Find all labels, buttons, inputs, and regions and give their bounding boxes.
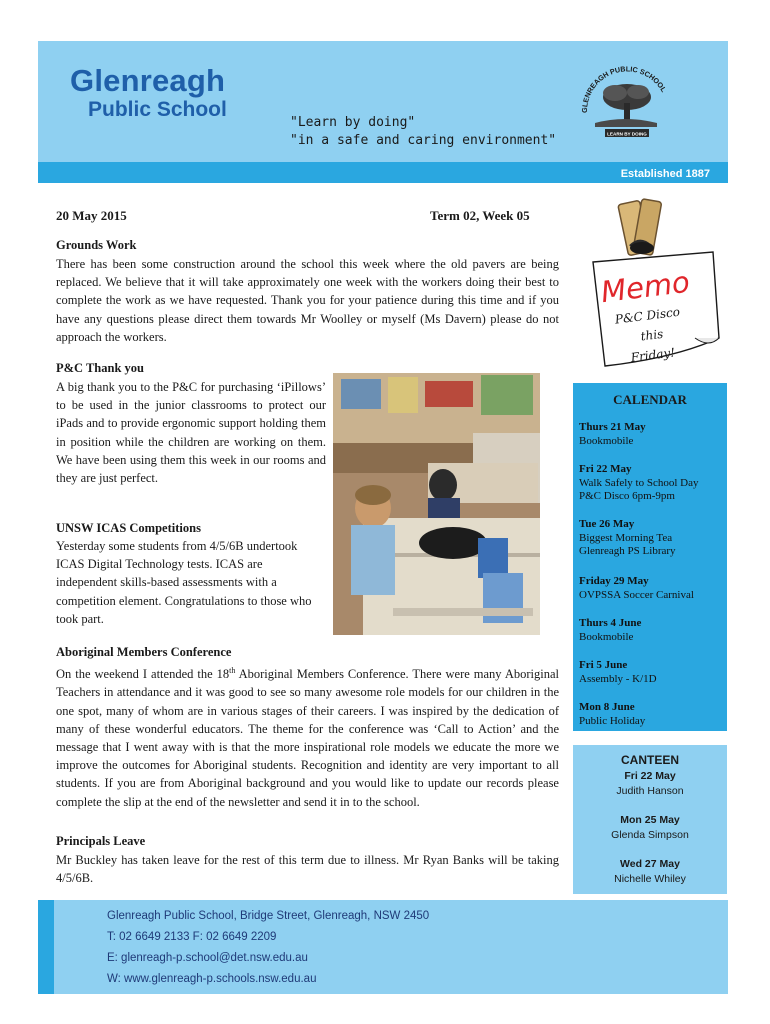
motto-line-1: "Learn by doing"	[290, 115, 416, 130]
classroom-photo	[333, 373, 540, 635]
canteen-entry	[573, 857, 727, 887]
calendar-entry-event: Bookmobile	[579, 434, 634, 447]
calendar-entry-date: Thurs 21 May	[579, 421, 646, 433]
calendar-entry	[579, 518, 727, 559]
footer-website[interactable]: W: www.glenreagh-p.schools.nsw.edu.au	[107, 973, 317, 985]
memo-line-3: Friday!	[630, 345, 676, 365]
calendar-panel	[573, 383, 727, 731]
calendar-entry-date: Thurs 4 June	[579, 617, 642, 629]
principal-body: Mr Buckley has taken leave for the rest of this term due to illness. Mr Ryan Banks will be taking 4/5/6B.	[56, 853, 559, 886]
calendar-entry-date: Fri 5 June	[579, 659, 628, 671]
grounds-title: Grounds Work	[56, 238, 137, 252]
calendar-entry	[579, 463, 727, 504]
icas-title: UNSW ICAS Competitions	[56, 521, 201, 535]
footer-phone: T: 02 6649 2133 F: 02 6649 2209	[107, 931, 277, 943]
newsletter-date: 20 May 2015	[56, 208, 127, 223]
newsletter-header	[38, 41, 728, 183]
calendar-entry-event: Assembly - K/1D	[579, 672, 657, 685]
crest-motto: LEARN BY DOING	[607, 131, 647, 137]
footer-address: Glenreagh Public School, Bridge Street, Glenreagh, NSW 2450	[107, 910, 430, 922]
calendar-entry-date: Tue 26 May	[579, 518, 635, 530]
canteen-entry-date: Mon 25 May	[620, 814, 680, 826]
aboriginal-body-prefix: On the weekend I attended the 18	[56, 667, 230, 682]
canteen-entry-date: Wed 27 May	[620, 858, 680, 870]
contact-footer	[38, 900, 728, 994]
calendar-entry-event: Glenreagh PS Library	[579, 545, 676, 557]
principal-title: Principals Leave	[56, 834, 146, 848]
canteen-entry	[573, 769, 727, 799]
footer-stripe	[38, 900, 54, 994]
calendar-entry-date: Fri 22 May	[579, 463, 632, 475]
canteen-entry-date: Fri 22 May	[624, 770, 676, 782]
calendar-entry	[579, 575, 727, 602]
school-name: Glenreagh	[70, 63, 226, 98]
calendar-entry	[579, 421, 727, 448]
aboriginal-body	[56, 662, 559, 811]
memo-note	[585, 198, 725, 374]
memo-line-1: P&C Disco	[614, 304, 681, 327]
pandc-body: A big thank you to the P&C for purchasing ‘iPillows’ to be used in the junior classrooms to protect our iPads and to provide ergonomic support holding them in position while the children are working on them. We have been using them this week in our rooms and they are just perfect.	[56, 380, 326, 486]
calendar-entry-event: P&C Disco 6pm-9pm	[579, 490, 675, 502]
calendar-entry-event: Bookmobile	[579, 630, 634, 643]
memo-line-2: this	[639, 326, 665, 344]
calendar-entry-event: Walk Safely to School Day	[579, 476, 699, 489]
memo-title: Memo	[599, 264, 692, 310]
calendar-entry	[579, 617, 727, 644]
established-label: Established 1887	[620, 168, 710, 180]
footer-email[interactable]: E: glenreagh-p.school@det.nsw.edu.au	[107, 952, 308, 964]
crest-text: GLENREAGH PUBLIC SCHOOL	[579, 64, 669, 114]
calendar-entry	[579, 659, 727, 686]
calendar-entry-date: Mon 8 June	[579, 701, 635, 713]
canteen-title: CANTEEN	[620, 753, 679, 767]
grounds-body: There has been some construction around the school this week where the old pavers are being replaced. We believe that it will take approximately one week with the workers doing their best to complete the work as we have requested. Thank you for your patience during this time and if you have any questions please direct them towards Mr Woolley or myself (Ms Davern) please do not approach the workers.	[56, 257, 559, 344]
aboriginal-title: Aboriginal Members Conference	[56, 645, 232, 659]
canteen-panel	[573, 745, 727, 894]
calendar-title: CALENDAR	[613, 392, 687, 407]
canteen-entry	[573, 813, 727, 843]
canteen-entry-name: Nichelle Whiley	[614, 873, 686, 885]
motto-line-2: "in a safe and caring environment"	[290, 133, 557, 148]
calendar-entry-date: Friday 29 May	[579, 575, 649, 587]
calendar-entry-event: Public Holiday	[579, 714, 646, 727]
bulldog-clip-icon	[618, 199, 662, 256]
calendar-entry-event: Biggest Morning Tea	[579, 531, 673, 544]
calendar-entry-event: OVPSSA Soccer Carnival	[579, 588, 694, 601]
newsletter-term: Term 02, Week 05	[430, 208, 530, 223]
pandc-title: P&C Thank you	[56, 361, 144, 375]
aboriginal-body-sup: th	[229, 666, 236, 675]
canteen-entry-name: Glenda Simpson	[611, 829, 689, 841]
aboriginal-body-rest: Aboriginal Members Conference. There were many Aboriginal Teachers in attendance and it was good to see so many awesome role models for our children in the one spot, many of whom are in various stages of their careers. I was inspired by the dedication of many of these wonderful educators. The theme for the conference was ‘Call to Action’ and the message that I went away with is that the more inspirational role models we educate the more we improve the outcomes for Aboriginal students. Recognition and identity are very important to all students. If you are from Aboriginal background and you would like to update our records please complete the slip at the end of the newsletter and send it in to the school.	[56, 667, 559, 809]
calendar-entry	[579, 701, 727, 728]
school-crest-logo	[575, 55, 675, 141]
icas-body: Yesterday some students from 4/5/6B undertook ICAS Digital Technology tests. ICAS are independent skills-based assessments with a competition element. Congratulations to those who took part.	[56, 539, 312, 626]
school-subtitle: Public School	[88, 98, 227, 121]
canteen-entry-name: Judith Hanson	[616, 785, 684, 797]
